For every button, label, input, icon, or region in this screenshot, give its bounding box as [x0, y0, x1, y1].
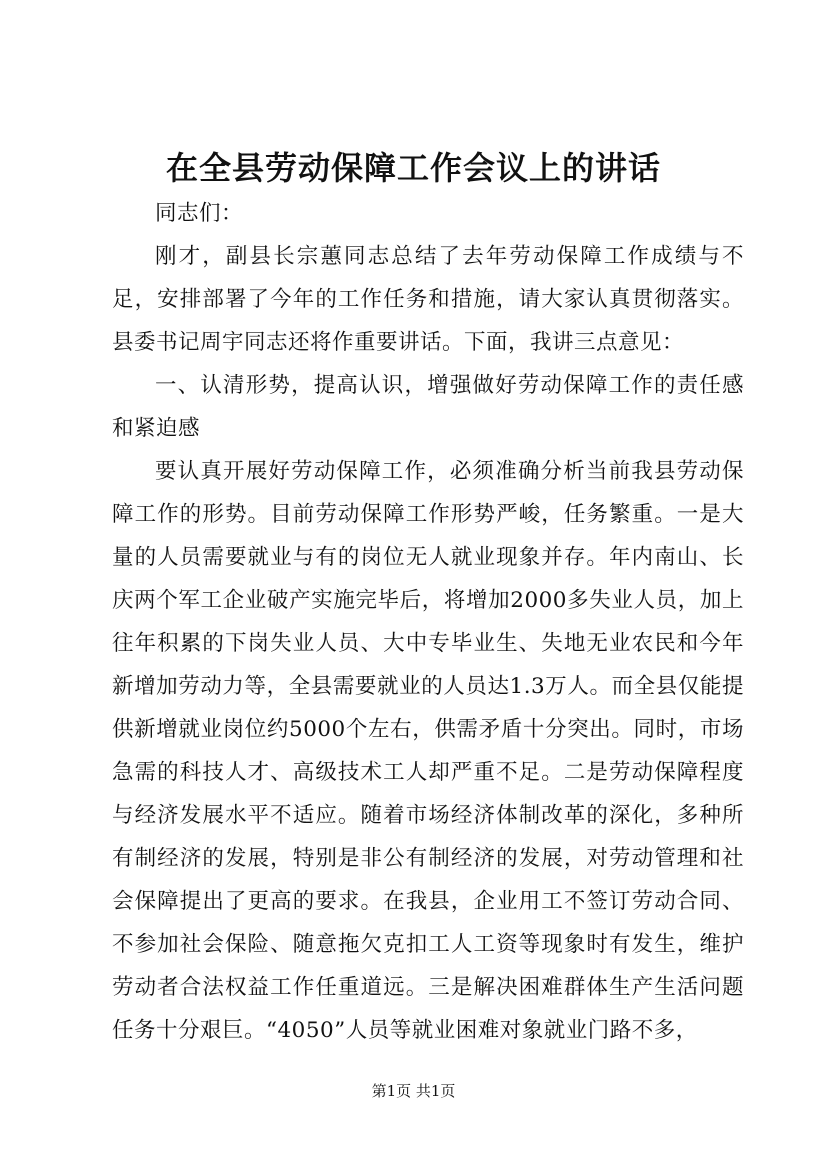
page-number-footer: 第1页 共1页: [371, 1082, 456, 1100]
document-body: [112, 192, 744, 1052]
situation-paragraph: 要认真开展好劳动保障工作，必须准确分析当前我县劳动保障工作的形势。目前劳动保障工作形势严峻，任务繁重。一是大量的人员需要就业与有的岗位无人就业现象并存。年内南山、长庆两个军工企业破产实施完毕后，将增加2000多失业人员，加上往年积累的下岗失业人员、大中专毕业生、失地无业农民和今年新增加劳动力等，全县需要就业的人员达1.3万人。而全县仅能提供新增就业岗位约5000个左右，供需矛盾十分突出。同时，市场急需的科技人才、高级技术工人却严重不足。二是劳动保障程度与经济发展水平不适应。随着市场经济体制改革的深化，多种所有制经济的发展，特别是非公有制经济的发展，对劳动管理和社会保障提出了更高的要求。在我县，企业用工不签订劳动合同、不参加社会保险、随意拖欠克扣工人工资等现象时有发生，维护劳动者合法权益工作任重道远。三是解决困难群体生产生活问题任务十分艰巨。“4050”人员等就业困难对象就业门路不多，: [112, 459, 744, 1043]
section-heading-paragraph: 一、认清形势，提高认识，增强做好劳动保障工作的责任感和紧迫感: [112, 373, 744, 441]
document-title: 在全县劳动保障工作会议上的讲话: [165, 149, 661, 187]
salutation-paragraph: 同志们：: [155, 201, 244, 226]
intro-paragraph: 刚才，副县长宗蕙同志总结了去年劳动保障工作成绩与不足，安排部署了今年的工作任务和措施，请大家认真贯彻落实。县委书记周宇同志还将作重要讲话。下面，我讲三点意见：: [112, 244, 744, 355]
